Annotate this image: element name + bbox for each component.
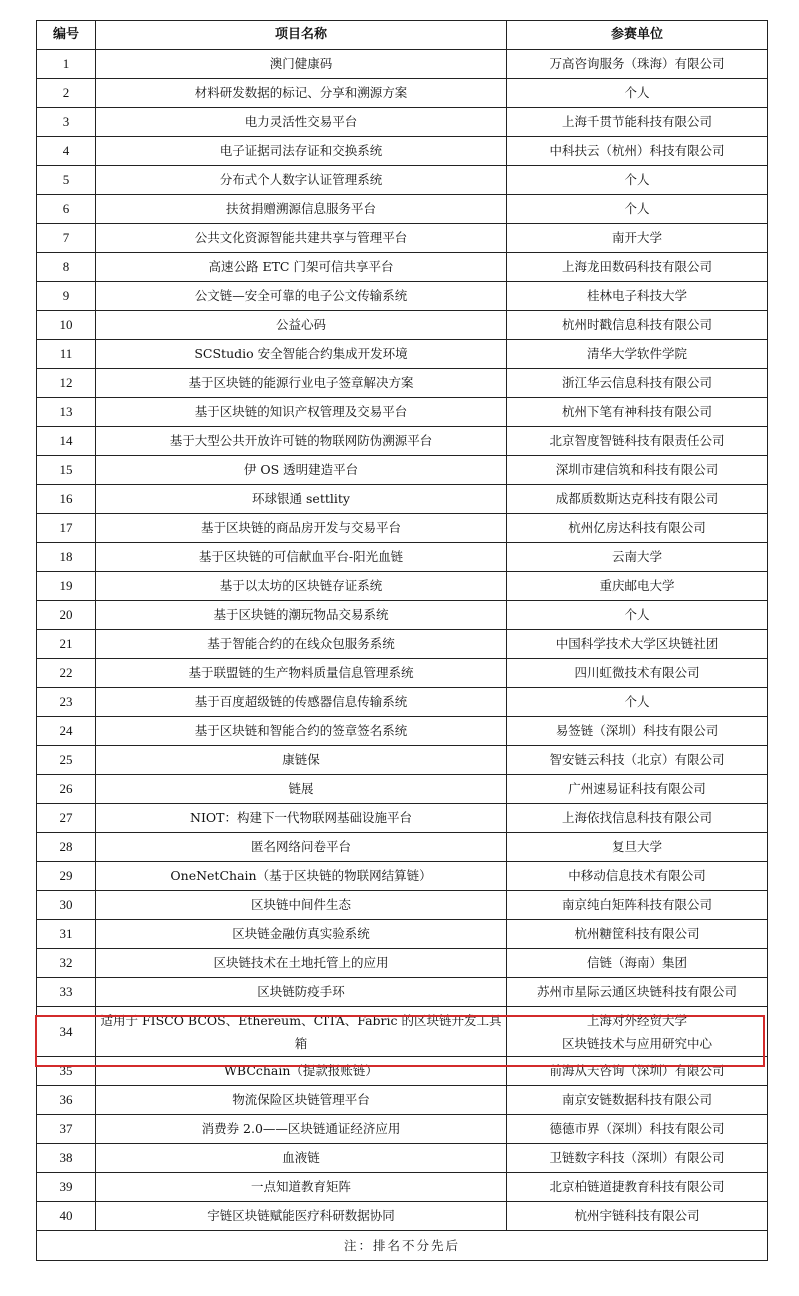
row-organization: 浙江华云信息科技有限公司 [507, 369, 768, 398]
table-row [37, 50, 768, 79]
table-row [37, 282, 768, 311]
row-organization: 苏州市星际云通区块链科技有限公司 [507, 978, 768, 1007]
row-project-name: 血液链 [96, 1144, 507, 1173]
row-number: 30 [37, 891, 96, 920]
row-number: 16 [37, 485, 96, 514]
row-organization: 杭州下笔有神科技有限公司 [507, 398, 768, 427]
table-row [37, 572, 768, 601]
table-row [37, 166, 768, 195]
row-number: 31 [37, 920, 96, 949]
row-project-name: 电力灵活性交易平台 [96, 108, 507, 137]
row-organization: 万高咨询服务（珠海）有限公司 [507, 50, 768, 79]
table-body-after [37, 1057, 768, 1231]
row-number: 13 [37, 398, 96, 427]
row-organization: 南京纯白矩阵科技有限公司 [507, 891, 768, 920]
row-number: 34 [37, 1007, 96, 1057]
row-number: 23 [37, 688, 96, 717]
table-row [37, 746, 768, 775]
row-project-name: 澳门健康码 [96, 50, 507, 79]
row-project-name: 环球银通 settlity [96, 485, 507, 514]
row-organization: 中国科学技术大学区块链社团 [507, 630, 768, 659]
row-project-name: 公文链—安全可靠的电子公文传输系统 [96, 282, 507, 311]
row-project-name: 区块链中间件生态 [96, 891, 507, 920]
row-number: 3 [37, 108, 96, 137]
row-number: 38 [37, 1144, 96, 1173]
row-number: 39 [37, 1173, 96, 1202]
row-project-name: 基于区块链的可信献血平台-阳光血链 [96, 543, 507, 572]
table-row [37, 543, 768, 572]
row-organization: 上海龙田数码科技有限公司 [507, 253, 768, 282]
row-organization: 易签链（深圳）科技有限公司 [507, 717, 768, 746]
row-number: 5 [37, 166, 96, 195]
row-number: 19 [37, 572, 96, 601]
row-project-name: 物流保险区块链管理平台 [96, 1086, 507, 1115]
row-organization: 重庆邮电大学 [507, 572, 768, 601]
row-number: 25 [37, 746, 96, 775]
header-project-name: 项目名称 [96, 21, 507, 50]
row-organization: 上海依找信息科技有限公司 [507, 804, 768, 833]
table-body [37, 50, 768, 1007]
row-number: 4 [37, 137, 96, 166]
row-number: 37 [37, 1115, 96, 1144]
row-project-name: 基于区块链和智能合约的签章签名系统 [96, 717, 507, 746]
table-row [37, 775, 768, 804]
table-row [37, 224, 768, 253]
row-organization: 成都质数斯达克科技有限公司 [507, 485, 768, 514]
table-row [37, 311, 768, 340]
row-number: 20 [37, 601, 96, 630]
row-project-name: 基于百度超级链的传感器信息传输系统 [96, 688, 507, 717]
table-row [37, 804, 768, 833]
row-project-name: 公共文化资源智能共建共享与管理平台 [96, 224, 507, 253]
row-number: 33 [37, 978, 96, 1007]
row-project-name: 材料研发数据的标记、分享和溯源方案 [96, 79, 507, 108]
row-project-name: 康链保 [96, 746, 507, 775]
row-number: 10 [37, 311, 96, 340]
table-row [37, 1057, 768, 1086]
row-project-name: 宇链区块链赋能医疗科研数据协同 [96, 1202, 507, 1231]
row-project-name: 基于智能合约的在线众包服务系统 [96, 630, 507, 659]
row-project-name: 适用于 FISCO BCOS、Ethereum、CITA、Fabric 的区块链开发工具箱 [96, 1007, 507, 1057]
row-number: 35 [37, 1057, 96, 1086]
row-number: 22 [37, 659, 96, 688]
row-organization: 杭州亿房达科技有限公司 [507, 514, 768, 543]
row-project-name: 扶贫捐赠溯源信息服务平台 [96, 195, 507, 224]
org-line-1: 上海对外经贸大学 [586, 1012, 687, 1028]
row-organization: 杭州时戳信息科技有限公司 [507, 311, 768, 340]
row-organization: 清华大学软件学院 [507, 340, 768, 369]
row-number: 24 [37, 717, 96, 746]
row-project-name: 电子证据司法存证和交换系统 [96, 137, 507, 166]
note-row [37, 1231, 768, 1261]
table-row [37, 485, 768, 514]
row-project-name: 区块链技术在土地托管上的应用 [96, 949, 507, 978]
table-row [37, 340, 768, 369]
row-organization: 云南大学 [507, 543, 768, 572]
row-project-name: 基于联盟链的生产物料质量信息管理系统 [96, 659, 507, 688]
row-organization: 个人 [507, 688, 768, 717]
row-number: 28 [37, 833, 96, 862]
table-row [37, 456, 768, 485]
row-organization: 北京智度智链科技有限责任公司 [507, 427, 768, 456]
row-organization: 复旦大学 [507, 833, 768, 862]
row-number: 32 [37, 949, 96, 978]
row-project-name: 基于区块链的知识产权管理及交易平台 [96, 398, 507, 427]
table-row [37, 1115, 768, 1144]
row-number: 9 [37, 282, 96, 311]
row-project-name: 匿名网络问卷平台 [96, 833, 507, 862]
row-project-name: NIOT：构建下一代物联网基础设施平台 [96, 804, 507, 833]
table-row [37, 601, 768, 630]
row-organization: 北京柏链道捷教育科技有限公司 [507, 1173, 768, 1202]
row-organization: 信链（海南）集团 [507, 949, 768, 978]
row-organization: 智安链云科技（北京）有限公司 [507, 746, 768, 775]
row-project-name: 消费券 2.0——区块链通证经济应用 [96, 1115, 507, 1144]
row-project-name: WBCchain（提款报账链） [96, 1057, 507, 1086]
table-row [37, 137, 768, 166]
row-project-name: OneNetChain（基于区块链的物联网结算链） [96, 862, 507, 891]
row-organization [507, 1007, 768, 1057]
row-organization: 个人 [507, 195, 768, 224]
table-row [37, 253, 768, 282]
row-project-name: 基于区块链的能源行业电子签章解决方案 [96, 369, 507, 398]
table-row [37, 1202, 768, 1231]
row-number: 12 [37, 369, 96, 398]
table-row [37, 369, 768, 398]
row-project-name: 分布式个人数字认证管理系统 [96, 166, 507, 195]
row-number: 1 [37, 50, 96, 79]
header-number: 编号 [37, 21, 96, 50]
row-project-name: 一点知道教育矩阵 [96, 1173, 507, 1202]
row-project-name: 公益心码 [96, 311, 507, 340]
table-row [37, 514, 768, 543]
row-number: 2 [37, 79, 96, 108]
table-row [37, 79, 768, 108]
row-number: 8 [37, 253, 96, 282]
row-number: 15 [37, 456, 96, 485]
table-row [37, 398, 768, 427]
row-organization: 中移动信息技术有限公司 [507, 862, 768, 891]
table-row [37, 1086, 768, 1115]
row-organization: 四川虹微技术有限公司 [507, 659, 768, 688]
table-row [37, 1173, 768, 1202]
row-organization: 桂林电子科技大学 [507, 282, 768, 311]
row-organization: 南开大学 [507, 224, 768, 253]
row-number: 36 [37, 1086, 96, 1115]
table-row [37, 920, 768, 949]
table-row [37, 630, 768, 659]
row-project-name: 区块链金融仿真实验系统 [96, 920, 507, 949]
table-row [37, 978, 768, 1007]
table-row [37, 949, 768, 978]
row-project-name: 区块链防疫手环 [96, 978, 507, 1007]
table-row-highlighted [37, 1007, 768, 1057]
row-number: 18 [37, 543, 96, 572]
row-project-name: 基于区块链的潮玩物品交易系统 [96, 601, 507, 630]
row-organization: 杭州糖筐科技有限公司 [507, 920, 768, 949]
row-project-name: 基于以太坊的区块链存证系统 [96, 572, 507, 601]
row-number: 29 [37, 862, 96, 891]
entries-table [36, 20, 768, 1261]
row-organization: 南京安链数据科技有限公司 [507, 1086, 768, 1115]
row-number: 6 [37, 195, 96, 224]
org-line-2: 区块链技术与应用研究中心 [561, 1035, 712, 1051]
row-organization: 个人 [507, 601, 768, 630]
row-organization: 杭州宇链科技有限公司 [507, 1202, 768, 1231]
row-number: 11 [37, 340, 96, 369]
row-number: 14 [37, 427, 96, 456]
row-organization: 卫链数字科技（深圳）有限公司 [507, 1144, 768, 1173]
table-row [37, 688, 768, 717]
ranking-note: 注：排名不分先后 [37, 1231, 768, 1261]
row-number: 40 [37, 1202, 96, 1231]
header-organization: 参赛单位 [507, 21, 768, 50]
table-row [37, 659, 768, 688]
header-row [37, 21, 768, 50]
row-number: 17 [37, 514, 96, 543]
row-number: 27 [37, 804, 96, 833]
table-body-row34 [37, 1007, 768, 1057]
table-row [37, 108, 768, 137]
row-organization: 个人 [507, 166, 768, 195]
row-number: 7 [37, 224, 96, 253]
row-project-name: 基于区块链的商品房开发与交易平台 [96, 514, 507, 543]
row-organization: 德德市界（深圳）科技有限公司 [507, 1115, 768, 1144]
row-project-name: 链展 [96, 775, 507, 804]
row-project-name: 高速公路 ETC 门架可信共享平台 [96, 253, 507, 282]
row-organization: 个人 [507, 79, 768, 108]
row-project-name: SCStudio 安全智能合约集成开发环境 [96, 340, 507, 369]
row-number: 26 [37, 775, 96, 804]
table-row [37, 862, 768, 891]
table-row [37, 195, 768, 224]
row-organization: 中科扶云（杭州）科技有限公司 [507, 137, 768, 166]
table-row [37, 833, 768, 862]
row-project-name: 伊 OS 透明建造平台 [96, 456, 507, 485]
row-project-name: 基于大型公共开放许可链的物联网防伪溯源平台 [96, 427, 507, 456]
table-row [37, 1144, 768, 1173]
row-organization: 前海从天咨询（深圳）有限公司 [507, 1057, 768, 1086]
row-organization: 广州速易证科技有限公司 [507, 775, 768, 804]
row-organization: 上海千贯节能科技有限公司 [507, 108, 768, 137]
table-row [37, 427, 768, 456]
row-number: 21 [37, 630, 96, 659]
row-organization: 深圳市建信筑和科技有限公司 [507, 456, 768, 485]
table-row [37, 717, 768, 746]
table-row [37, 891, 768, 920]
